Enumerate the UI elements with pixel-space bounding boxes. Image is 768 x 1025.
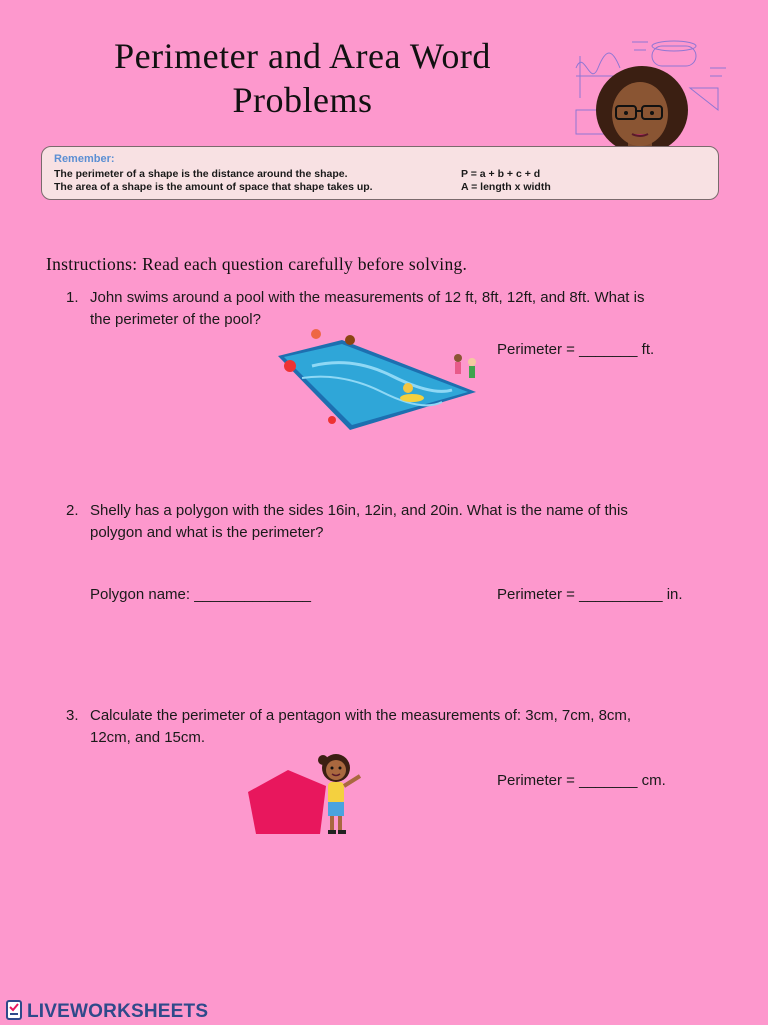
- area-definition: The area of a shape is the amount of space that shape takes up.: [54, 181, 373, 193]
- question-text-line-1: John swims around a pool with the measurements of 12 ft, 8ft, 12ft, and 8ft. What is: [90, 289, 645, 306]
- pentagon-girl-illustration: [246, 746, 368, 838]
- instructions: Instructions: Read each question carefully before solving.: [46, 254, 468, 274]
- pool-illustration: [272, 326, 482, 434]
- answer-perimeter-1: Perimeter = _______ ft.: [497, 341, 655, 358]
- remember-label: Remember:: [54, 153, 115, 165]
- remember-box: [41, 146, 719, 200]
- teacher-avatar-illustration: [570, 38, 730, 160]
- answer-perimeter-3: Perimeter = _______ cm.: [497, 772, 666, 789]
- liveworksheets-logo-icon: [6, 1000, 24, 1025]
- footer-brand[interactable]: LIVEWORKSHEETS: [27, 1001, 209, 1022]
- question-text-line-1: Shelly has a polygon with the sides 16in, 12in, and 20in. What is the name of this: [90, 502, 628, 519]
- question-text-line-2: the perimeter of the pool?: [90, 311, 261, 328]
- perimeter-formula: P = a + b + c + d: [461, 168, 541, 180]
- answer-polygon-name: Polygon name: ______________: [90, 586, 312, 603]
- perimeter-definition: The perimeter of a shape is the distance around the shape.: [54, 168, 348, 180]
- question-number: 2.: [66, 502, 79, 519]
- question-text-line-2: 12cm, and 15cm.: [90, 729, 206, 746]
- answer-perimeter-2: Perimeter = __________ in.: [497, 586, 683, 603]
- footer: [6, 1001, 208, 1023]
- question-text-line-2: polygon and what is the perimeter?: [90, 524, 324, 541]
- title-line-1: Perimeter and Area Word: [114, 36, 491, 76]
- question-number: 3.: [66, 707, 79, 724]
- area-formula: A = length x width: [461, 181, 551, 193]
- title-line-2: Problems: [232, 80, 373, 120]
- page-title: [40, 34, 565, 122]
- question-text-line-1: Calculate the perimeter of a pentagon with the measurements of: 3cm, 7cm, 8cm,: [90, 707, 632, 724]
- question-number: 1.: [66, 289, 79, 306]
